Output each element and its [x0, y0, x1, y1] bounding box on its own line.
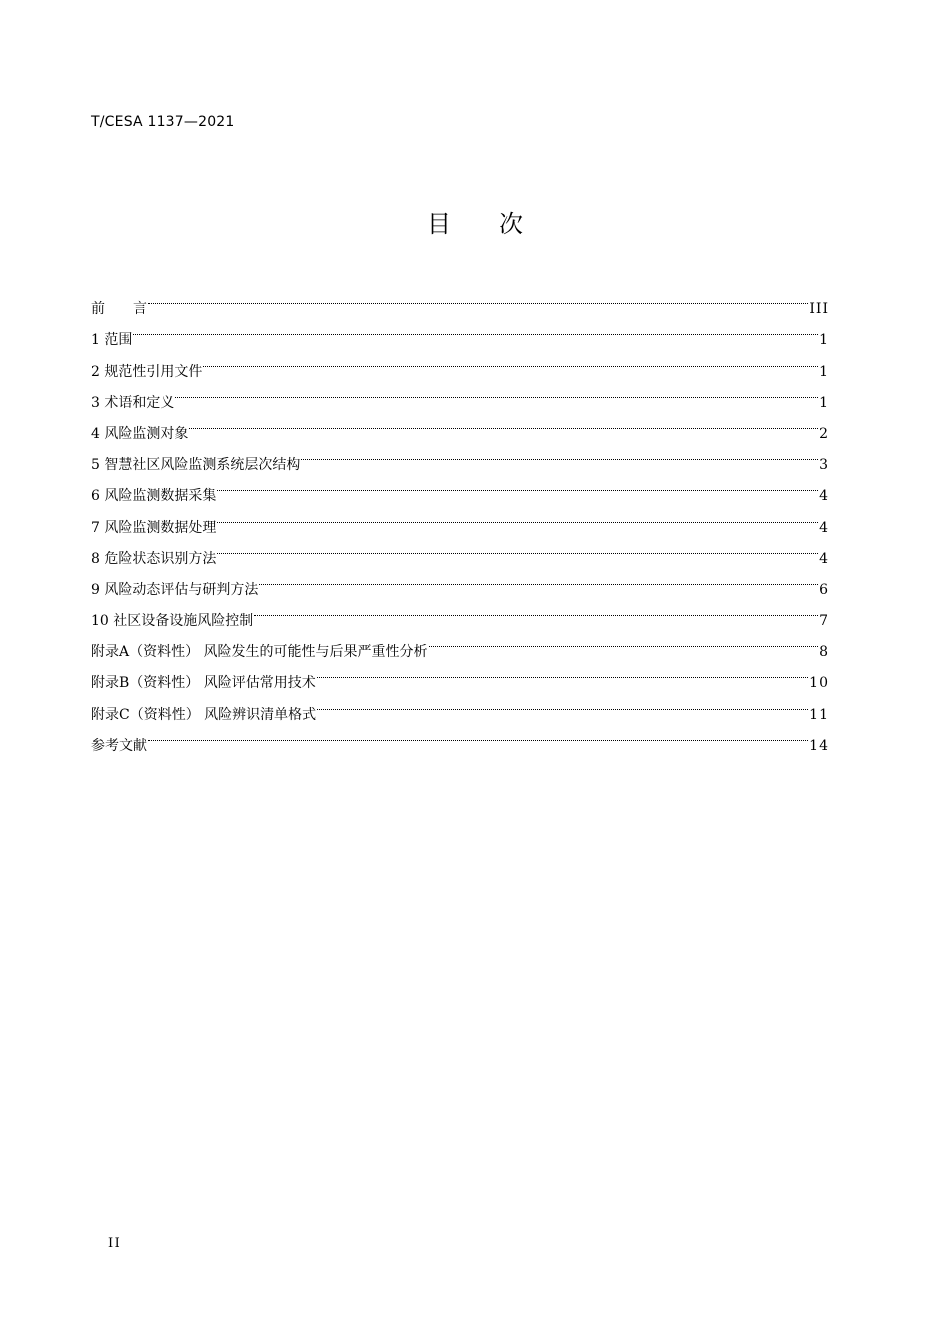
toc-entry-label: 附录B（资料性） 风险评估常用技术	[91, 675, 316, 692]
toc-leader-dots	[217, 500, 818, 531]
toc-entry-page: 4	[819, 550, 829, 567]
foreword-char-1: 前	[91, 301, 105, 318]
page-number: II	[108, 1236, 122, 1251]
toc-entry-page: 1	[819, 363, 829, 380]
toc-entry-label: 4 风险监测对象	[91, 425, 189, 442]
toc-entry-label: 10 社区设备设施风险控制	[91, 613, 254, 630]
toc-entry-label: 1 范围	[91, 332, 133, 349]
toc-entry-label: 7 风险监测数据处理	[91, 519, 217, 536]
toc-leader-dots	[254, 594, 818, 625]
toc-entry[interactable]	[91, 438, 829, 474]
toc-entry-page: III	[809, 301, 829, 318]
toc-entry-page: 4	[819, 519, 829, 536]
toc-leader-dots	[301, 438, 818, 469]
title-char-1: 目	[427, 210, 451, 238]
toc-leader-dots	[429, 625, 819, 656]
toc-entry-label: 6 风险监测数据采集	[91, 488, 217, 505]
foreword-char-2: 言	[133, 301, 147, 318]
toc-entry-label: 9 风险动态评估与研判方法	[91, 581, 259, 598]
toc-entry[interactable]	[91, 719, 829, 754]
toc-entry[interactable]	[91, 344, 829, 380]
toc-entry-page: 6	[819, 581, 829, 598]
toc-entry-label: 参考文献	[91, 737, 147, 754]
toc-entry-label: 附录C（资料性） 风险辨识清单格式	[91, 706, 317, 723]
title-char-2: 次	[499, 210, 523, 238]
toc-leader-dots	[217, 532, 818, 563]
toc-entry-page: 2	[819, 425, 829, 442]
toc-entry-page: 1	[819, 394, 829, 411]
toc-leader-dots	[148, 719, 808, 750]
toc-leader-dots	[175, 376, 818, 407]
toc-entry[interactable]	[91, 407, 829, 442]
standard-code: T/CESA 1137—2021	[91, 114, 235, 130]
toc-entry-label: 2 规范性引用文件	[91, 363, 203, 380]
toc-leader-dots	[317, 656, 808, 687]
toc-entry-page: 10	[809, 675, 829, 692]
toc-leader-dots	[259, 563, 818, 594]
toc-leader-dots	[133, 313, 818, 344]
table-of-contents	[91, 282, 829, 754]
toc-entry-label: 附录A（资料性） 风险发生的可能性与后果严重性分析	[91, 644, 428, 661]
toc-leader-dots	[317, 687, 808, 718]
toc-leader-dots	[148, 282, 808, 313]
toc-entry-page: 14	[809, 737, 829, 754]
toc-entry-page: 1	[819, 332, 829, 349]
toc-entry-label: 8 危险状态识别方法	[91, 550, 217, 567]
toc-entry-label: 3 术语和定义	[91, 394, 175, 411]
toc-leader-dots	[203, 344, 818, 375]
toc-leader-dots	[217, 469, 818, 500]
toc-entry-page: 4	[819, 488, 829, 505]
toc-entry-page: 7	[819, 613, 829, 630]
toc-entry-page: 3	[819, 457, 829, 474]
toc-entry[interactable]	[91, 376, 829, 411]
toc-entry-label: 5 智慧社区风险监测系统层次结构	[91, 457, 301, 474]
toc-entry-foreword[interactable]	[91, 282, 829, 318]
toc-entry-page: 8	[819, 644, 829, 661]
toc-leader-dots	[189, 407, 818, 438]
toc-entry[interactable]	[91, 313, 829, 349]
toc-entry-page: 11	[809, 706, 829, 723]
page-title	[0, 206, 950, 242]
